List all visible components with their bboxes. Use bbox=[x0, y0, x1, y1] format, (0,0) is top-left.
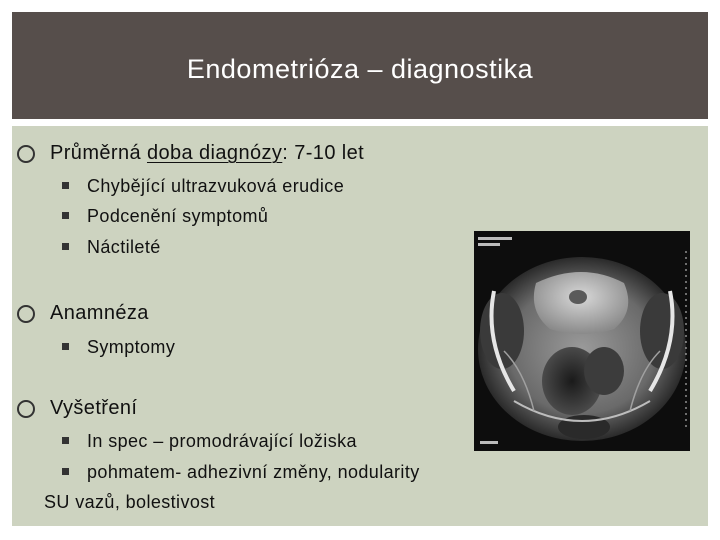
sub-bullet-label: Náctileté bbox=[87, 237, 161, 257]
bullet-anamnesis bbox=[50, 302, 149, 325]
heading: Vyšetření bbox=[50, 397, 138, 419]
continuation-text: SU vazů, bolestivost bbox=[44, 492, 216, 512]
sub-bullet bbox=[87, 431, 357, 452]
content-area bbox=[12, 126, 708, 526]
circle-bullet-icon bbox=[17, 400, 35, 418]
heading-suffix: : 7-10 let bbox=[282, 142, 365, 164]
sub-bullet bbox=[87, 237, 161, 258]
mri-drawing bbox=[474, 231, 690, 451]
sub-bullet-label: pohmatem- adhezivní změny, nodularity bbox=[87, 462, 420, 482]
square-bullet-icon bbox=[62, 243, 69, 250]
title-bar bbox=[12, 12, 708, 119]
heading-prefix: Průměrná bbox=[50, 142, 147, 164]
slide-title: Endometrióza – diagnostika bbox=[186, 54, 534, 84]
sub-bullet bbox=[87, 337, 175, 358]
bullet-examination bbox=[50, 397, 137, 420]
circle-bullet-icon bbox=[17, 305, 35, 323]
square-bullet-icon bbox=[62, 212, 69, 219]
square-bullet-icon bbox=[62, 437, 69, 444]
square-bullet-icon bbox=[62, 468, 69, 475]
sub-bullet-label: Symptomy bbox=[87, 337, 176, 357]
square-bullet-icon bbox=[62, 343, 69, 350]
square-bullet-icon bbox=[62, 182, 69, 189]
bullet-diagnosis-duration bbox=[50, 142, 364, 165]
circle-bullet-icon bbox=[17, 145, 35, 163]
sub-bullet-label: Podcenění symptomů bbox=[87, 206, 269, 226]
sub-bullet-label: Chybějící ultrazvuková erudice bbox=[87, 176, 345, 196]
mri-pelvis-image bbox=[474, 231, 690, 451]
sub-bullet bbox=[87, 176, 344, 197]
heading: Anamnéza bbox=[50, 302, 149, 324]
sub-bullet-label: In spec – promodrávající ložiska bbox=[87, 431, 357, 451]
sub-bullet bbox=[87, 206, 268, 227]
sub-bullet bbox=[87, 462, 420, 483]
heading-underlined: doba diagnózy bbox=[146, 142, 283, 164]
